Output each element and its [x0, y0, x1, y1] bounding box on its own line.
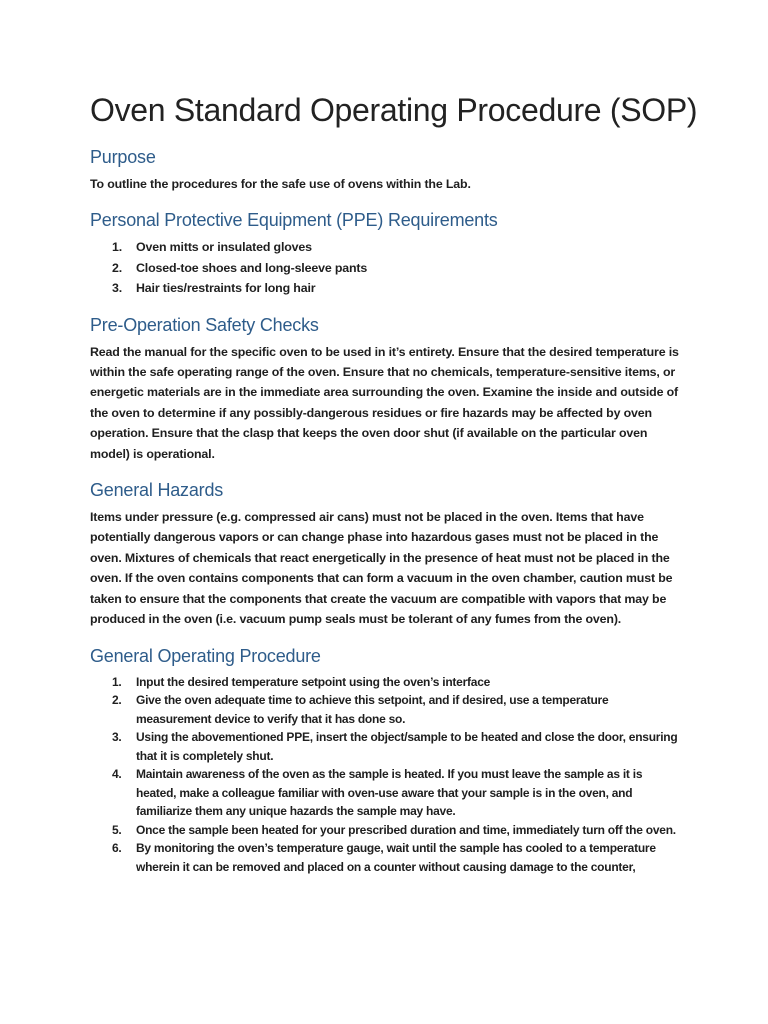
list-number: 5. [112, 822, 122, 837]
pre-operation-section [90, 315, 680, 464]
pre-operation-heading: Pre-Operation Safety Checks [90, 314, 319, 335]
list-number: 6. [112, 841, 122, 855]
procedure-section [90, 646, 680, 877]
hazards-section [90, 480, 680, 629]
hazards-heading: General Hazards [90, 480, 224, 501]
list-item-text: Oven mitts or insulated gloves [136, 240, 312, 255]
list-item-text: By monitoring the oven’s temperature gauge, wait until the sample has cooled to a temperature wherein it can be removed and placed on a counter without causing damage to the counter, [136, 841, 656, 874]
ppe-section [90, 210, 680, 298]
procedure-heading: General Operating Procedure [90, 645, 321, 666]
list-item-text: Give the oven adequate time to achieve this setpoint, and if desired, use a temperature measurement device to verify that it has done so. [136, 693, 609, 726]
list-item-text: Once the sample been heated for your prescribed duration and time, immediately turn off the oven. [136, 822, 676, 837]
list-item [90, 237, 680, 257]
ppe-heading: Personal Protective Equipment (PPE) Requirements [90, 210, 498, 231]
list-item [90, 839, 680, 876]
list-item [90, 765, 680, 821]
list-number: 2. [112, 260, 123, 275]
procedure-list [90, 673, 680, 877]
list-number: 3. [112, 730, 122, 744]
list-number: 3. [112, 281, 123, 296]
hazards-text: Items under pressure (e.g. compressed air cans) must not be placed in the oven. Items that have potentially dangerous vapors or can change phase into hazardous gases must not be placed in the oven. Mixtures of chemicals that react energetically in the presence of heat must not be placed in the oven. If the oven contains components that can form a vacuum in the oven chamber, caution must be taken to ensure that the components that create the vacuum are compatible with vapors that may be produced in the oven (i.e. vacuum pump seals must be tolerant of any fumes from the oven). [90, 510, 673, 627]
list-number: 4. [112, 767, 122, 781]
pre-operation-text: Read the manual for the specific oven to be used in it’s entirety. Ensure that the desired temperature is within the safe operating range of the oven. Ensure that no chemicals, temperature-sensitive items, or energetic materials are in the immediate area surrounding the oven. Examine the inside and outside of the oven to determine if any possibly-dangerous residues or fire hazards may be affected by oven operation. Ensure that the clasp that keeps the oven door shut (if available on the particular oven model) is operational. [90, 344, 679, 461]
ppe-list [90, 237, 680, 298]
list-item [90, 673, 680, 692]
list-number: 2. [112, 693, 122, 707]
document-page [90, 92, 698, 892]
list-item [90, 728, 680, 765]
purpose-heading: Purpose [90, 147, 156, 167]
list-number: 1. [112, 240, 123, 255]
document-title: Oven Standard Operating Procedure (SOP) [90, 92, 698, 128]
list-item-text: Hair ties/restraints for long hair [136, 281, 316, 296]
list-number: 1. [112, 674, 122, 689]
list-item-text: Input the desired temperature setpoint using the oven’s interface [136, 674, 491, 689]
list-item-text: Closed-toe shoes and long-sleeve pants [136, 260, 368, 275]
list-item-text: Using the abovementioned PPE, insert the object/sample to be heated and close the door, ensuring that it is completely shut. [136, 730, 678, 763]
list-item [90, 691, 680, 728]
list-item [90, 821, 680, 840]
purpose-text: To outline the procedures for the safe use of ovens within the Lab. [90, 177, 471, 191]
list-item [90, 278, 680, 298]
purpose-section [90, 147, 680, 194]
list-item [90, 258, 680, 278]
list-item-text: Maintain awareness of the oven as the sample is heated. If you must leave the sample as it is heated, make a colleague familiar with oven-use aware that your sample is in the oven, and familiarize them any unique hazards the sample may have. [136, 767, 643, 818]
